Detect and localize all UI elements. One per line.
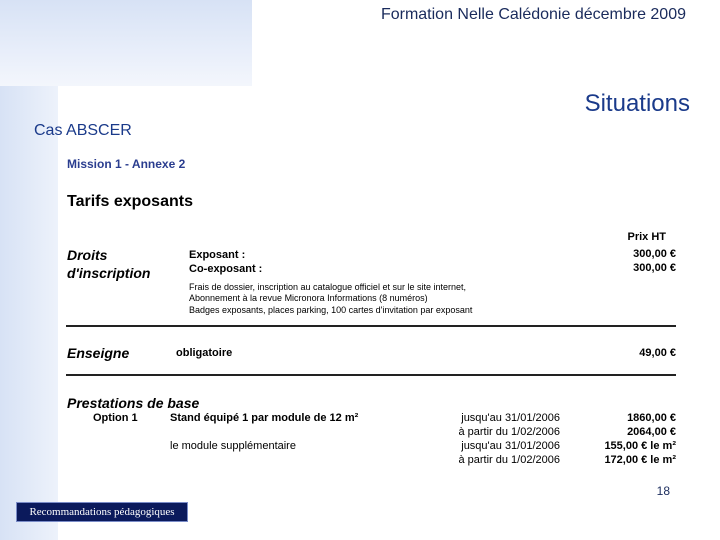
rate-date: à partir du 1/02/2006 <box>458 426 560 438</box>
price-column-header: Prix HT <box>627 231 666 243</box>
enseigne-section-label: Enseigne <box>67 345 130 361</box>
droits-section-label <box>67 246 150 282</box>
rate-price: 1860,00 € <box>627 412 676 424</box>
divider <box>66 325 676 327</box>
droits-note-2: Abonnement à la revue Micronora Informations (8 numéros) <box>189 293 428 303</box>
footer-label <box>16 502 188 522</box>
prestations-section-label: Prestations de base <box>67 395 200 411</box>
droits-note-1: Frais de dossier, inscription au catalogue officiel et sur le site internet, <box>189 282 466 292</box>
rate-date: à partir du 1/02/2006 <box>458 454 560 466</box>
module-description: le module supplémentaire <box>170 440 296 452</box>
slide-title: Situations <box>584 90 690 117</box>
slide-subtitle: Cas ABSCER <box>34 122 132 139</box>
rate-price: 155,00 € le m² <box>604 440 676 452</box>
option-label: Option 1 <box>93 412 138 424</box>
stand-description: Stand équipé 1 par module de 12 m² <box>170 412 359 424</box>
droits-note-3: Badges exposants, places parking, 100 cartes d'invitation par exposant <box>189 305 473 315</box>
enseigne-price: 49,00 € <box>639 347 676 359</box>
page-number: 18 <box>656 484 670 498</box>
mission-label: Mission 1 - Annexe 2 <box>67 157 186 171</box>
slide-header: Formation Nelle Calédonie décembre 2009 <box>380 6 686 23</box>
rate-date: jusqu'au 31/01/2006 <box>461 440 560 452</box>
enseigne-note: obligatoire <box>176 347 233 359</box>
document-title: Tarifs exposants <box>67 193 193 210</box>
price-co-exposant: 300,00 € <box>633 262 676 274</box>
rate-price: 172,00 € le m² <box>604 454 676 466</box>
co-exposant-label: Co-exposant : <box>189 263 263 275</box>
droits-label-line1: Droits <box>67 247 108 263</box>
rate-date: jusqu'au 31/01/2006 <box>461 412 560 424</box>
price-exposant: 300,00 € <box>633 248 676 260</box>
divider <box>66 374 676 376</box>
rate-price: 2064,00 € <box>627 426 676 438</box>
exposant-labels <box>189 248 262 276</box>
footer-text: Recommandations pédagogiques <box>29 506 175 518</box>
droits-label-line2: d'inscription <box>67 265 151 281</box>
exposant-label: Exposant : <box>189 249 246 261</box>
